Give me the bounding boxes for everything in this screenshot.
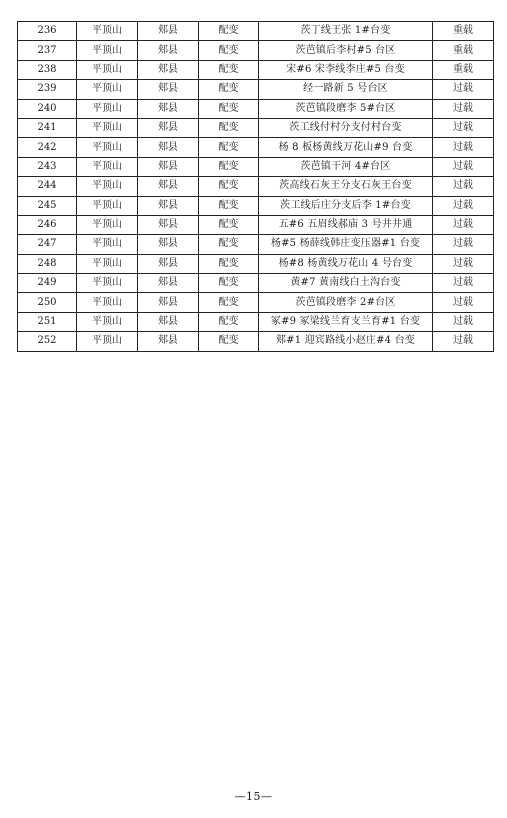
cell-transformer-name: 茨工线后庄分支后李 1#台变 <box>259 196 433 215</box>
cell-city: 平顶山 <box>77 80 138 99</box>
cell-number: 248 <box>18 254 77 273</box>
cell-load-status: 过载 <box>433 177 494 196</box>
table-row <box>18 177 494 196</box>
cell-city: 平顶山 <box>77 254 138 273</box>
cell-county: 郏县 <box>138 138 199 157</box>
cell-equipment-type: 配变 <box>199 235 259 254</box>
cell-equipment-type: 配变 <box>199 138 259 157</box>
cell-city: 平顶山 <box>77 274 138 293</box>
cell-county: 郏县 <box>138 235 199 254</box>
cell-transformer-name: 经一路新 5 号台区 <box>259 80 433 99</box>
cell-transformer-name: 茨丁线王张 1#台变 <box>259 22 433 41</box>
cell-county: 郏县 <box>138 274 199 293</box>
cell-equipment-type: 配变 <box>199 177 259 196</box>
cell-load-status: 重载 <box>433 41 494 60</box>
cell-load-status: 过载 <box>433 118 494 137</box>
cell-city: 平顶山 <box>77 235 138 254</box>
cell-equipment-type: 配变 <box>199 118 259 137</box>
cell-number: 249 <box>18 274 77 293</box>
cell-county: 郏县 <box>138 293 199 312</box>
cell-load-status: 过载 <box>433 274 494 293</box>
cell-transformer-name: 茨芭镇段磨李 5#台区 <box>259 99 433 118</box>
cell-county: 郏县 <box>138 312 199 331</box>
table-row <box>18 235 494 254</box>
cell-equipment-type: 配变 <box>199 293 259 312</box>
cell-load-status: 过载 <box>433 332 494 351</box>
cell-county: 郏县 <box>138 80 199 99</box>
cell-county: 郏县 <box>138 196 199 215</box>
cell-county: 郏县 <box>138 22 199 41</box>
cell-load-status: 过载 <box>433 80 494 99</box>
cell-load-status: 过载 <box>433 157 494 176</box>
cell-city: 平顶山 <box>77 332 138 351</box>
cell-county: 郏县 <box>138 118 199 137</box>
cell-city: 平顶山 <box>77 312 138 331</box>
cell-county: 郏县 <box>138 157 199 176</box>
cell-number: 252 <box>18 332 77 351</box>
table-row <box>18 196 494 215</box>
cell-transformer-name: 宋#6 宋李线李庄#5 台变 <box>259 60 433 79</box>
table-row <box>18 157 494 176</box>
cell-city: 平顶山 <box>77 41 138 60</box>
cell-equipment-type: 配变 <box>199 22 259 41</box>
cell-equipment-type: 配变 <box>199 99 259 118</box>
cell-number: 236 <box>18 22 77 41</box>
cell-transformer-name: 郏#1 迎宾路线小赵庄#4 台变 <box>259 332 433 351</box>
cell-city: 平顶山 <box>77 138 138 157</box>
cell-equipment-type: 配变 <box>199 157 259 176</box>
cell-county: 郏县 <box>138 332 199 351</box>
cell-load-status: 过载 <box>433 138 494 157</box>
cell-transformer-name: 茨工线付村分支付村台变 <box>259 118 433 137</box>
cell-number: 250 <box>18 293 77 312</box>
cell-transformer-name: 茨芭镇段磨李 2#台区 <box>259 293 433 312</box>
table-row <box>18 22 494 41</box>
cell-number: 247 <box>18 235 77 254</box>
table-row <box>18 332 494 351</box>
table-row <box>18 293 494 312</box>
cell-transformer-name: 杨#8 杨黄线万花山 4 号台变 <box>259 254 433 273</box>
cell-load-status: 重载 <box>433 60 494 79</box>
cell-number: 239 <box>18 80 77 99</box>
cell-equipment-type: 配变 <box>199 196 259 215</box>
cell-county: 郏县 <box>138 99 199 118</box>
cell-transformer-name: 杨 8 板杨黄线万花山#9 台变 <box>259 138 433 157</box>
cell-number: 238 <box>18 60 77 79</box>
cell-equipment-type: 配变 <box>199 60 259 79</box>
cell-city: 平顶山 <box>77 157 138 176</box>
cell-load-status: 过载 <box>433 254 494 273</box>
cell-number: 237 <box>18 41 77 60</box>
cell-number: 245 <box>18 196 77 215</box>
cell-equipment-type: 配变 <box>199 312 259 331</box>
cell-transformer-name: 黄#7 黄南线白土沟台变 <box>259 274 433 293</box>
table-body <box>18 22 494 352</box>
cell-transformer-name: 五#6 五眉线郝庙 3 号井井通 <box>259 215 433 234</box>
cell-transformer-name: 茨芭镇后李村#5 台区 <box>259 41 433 60</box>
page-number: —15— <box>234 790 273 803</box>
cell-city: 平顶山 <box>77 118 138 137</box>
cell-equipment-type: 配变 <box>199 215 259 234</box>
cell-load-status: 过载 <box>433 235 494 254</box>
cell-county: 郏县 <box>138 60 199 79</box>
cell-city: 平顶山 <box>77 196 138 215</box>
cell-equipment-type: 配变 <box>199 80 259 99</box>
cell-equipment-type: 配变 <box>199 41 259 60</box>
cell-county: 郏县 <box>138 177 199 196</box>
table-row <box>18 80 494 99</box>
table-row <box>18 215 494 234</box>
cell-county: 郏县 <box>138 215 199 234</box>
table-row <box>18 41 494 60</box>
cell-city: 平顶山 <box>77 215 138 234</box>
cell-load-status: 过载 <box>433 196 494 215</box>
cell-city: 平顶山 <box>77 293 138 312</box>
cell-load-status: 过载 <box>433 215 494 234</box>
cell-city: 平顶山 <box>77 22 138 41</box>
distribution-transformer-table <box>17 21 494 352</box>
cell-city: 平顶山 <box>77 60 138 79</box>
cell-number: 244 <box>18 177 77 196</box>
cell-load-status: 过载 <box>433 293 494 312</box>
cell-equipment-type: 配变 <box>199 254 259 273</box>
table-row <box>18 138 494 157</box>
cell-city: 平顶山 <box>77 99 138 118</box>
cell-load-status: 过载 <box>433 99 494 118</box>
cell-number: 246 <box>18 215 77 234</box>
table-row <box>18 254 494 273</box>
cell-number: 241 <box>18 118 77 137</box>
cell-number: 240 <box>18 99 77 118</box>
table-row <box>18 60 494 79</box>
cell-transformer-name: 冢#9 冢梁线兰育支兰育#1 台变 <box>259 312 433 331</box>
cell-city: 平顶山 <box>77 177 138 196</box>
table-row <box>18 312 494 331</box>
table-row <box>18 118 494 137</box>
cell-load-status: 过载 <box>433 312 494 331</box>
cell-number: 243 <box>18 157 77 176</box>
table-row <box>18 99 494 118</box>
cell-number: 251 <box>18 312 77 331</box>
cell-load-status: 重载 <box>433 22 494 41</box>
cell-equipment-type: 配变 <box>199 274 259 293</box>
cell-number: 242 <box>18 138 77 157</box>
cell-transformer-name: 茨高线石灰王分支石灰王台变 <box>259 177 433 196</box>
table-row <box>18 274 494 293</box>
cell-equipment-type: 配变 <box>199 332 259 351</box>
cell-transformer-name: 杨#5 杨薛线韩庄变压器#1 台变 <box>259 235 433 254</box>
cell-county: 郏县 <box>138 41 199 60</box>
cell-transformer-name: 茨芭镇干河 4#台区 <box>259 157 433 176</box>
cell-county: 郏县 <box>138 254 199 273</box>
